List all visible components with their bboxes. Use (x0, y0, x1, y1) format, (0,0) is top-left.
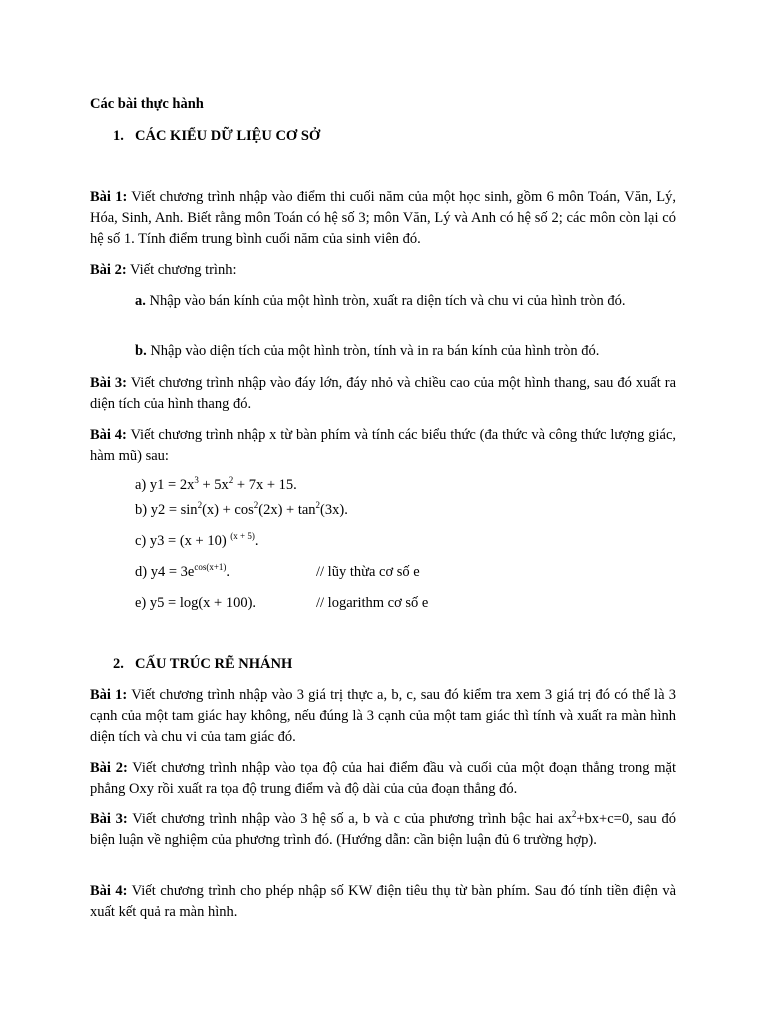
exercise-label: Bài 4: (90, 883, 128, 899)
exercise-label: Bài 1: (90, 687, 128, 703)
exercise-label: Bài 1: (90, 189, 128, 205)
section-2-text: CẤU TRÚC RẼ NHÁNH (135, 656, 293, 672)
subitem-text: Nhập vào diện tích của một hình tròn, tính và in ra bán kính của hình tròn đó. (146, 343, 600, 359)
exercise-text: Viết chương trình: (126, 262, 237, 278)
exercise-text: Viết chương trình nhập vào đáy lớn, đáy nhỏ và chiều cao của một hình thang, sau đó xuất ra diện tích của hình thang đó. (90, 375, 677, 412)
s1-exercise-2a (90, 291, 676, 312)
exercise-text: Viết chương trình nhập vào điểm thi cuối năm của một học sinh, gồm 6 môn Toán, Văn, Lý, Hóa, Sinh, Anh. Biết rằng môn Toán có hệ số 3; môn Văn, Lý và Anh có hệ số 2; các môn còn lại có hệ số 1. Tính điểm trung bình cuối năm của sinh viên đó. (90, 189, 677, 247)
subitem-text: Nhập vào bán kính của một hình tròn, xuất ra diện tích và chu vi của hình tròn đó. (145, 293, 626, 309)
section-2-title (113, 654, 292, 675)
exercise-text: Viết chương trình nhập vào tọa độ của hai điểm đầu và cuối của một đoạn thẳng trong mặt phẳng Oxy rồi xuất ra tọa độ trung điểm và độ dài của của đoạn thẳng đó. (90, 760, 677, 797)
s2-exercise-3: Bài 3: Viết chương trình nhập vào 3 hệ số a, b và c của phương trình bậc hai $ax^2+bx+c=0$, sau đó biện luận về nghiệm của phương trình đó. (Hướng dẫn: cần biện luận đủ 6 trường hợp). (90, 809, 676, 848)
formula-e: e) y5 = log(x + 100). (135, 595, 257, 611)
exercise-text: Viết chương trình cho phép nhập số KW điện tiêu thụ từ bàn phím. Sau đó tính tiền điện và xuất kết quả ra màn hình. (90, 883, 677, 920)
exercise-label: Bài 3: (90, 811, 128, 827)
formula-d-comment: // lũy thừa cơ số e (316, 564, 420, 580)
formula-c: c) y3 = (x + 10) $^{(x + 5)}$. (135, 531, 259, 549)
formula-d: d) $y4 = 3e^{cos(x+1)}$. (135, 562, 231, 580)
formula-a: a) $y1 = 2x^3 + 5x^2 + 7x + 15$. (135, 475, 297, 493)
section-1-text: CÁC KIỂU DỮ LIỆU CƠ SỞ (135, 128, 321, 144)
subitem-label: a. (135, 293, 146, 309)
s1-exercise-1 (90, 187, 676, 250)
s1-exercise-2b (90, 341, 676, 362)
s1-exercise-4 (90, 425, 676, 467)
exercise-label: Bài 2: (90, 262, 127, 278)
s1-exercise-2 (90, 260, 676, 281)
page-heading: Các bài thực hành (90, 96, 204, 112)
subitem-label: b. (135, 343, 147, 359)
s2-exercise-1 (90, 685, 676, 748)
exercise-label: Bài 2: (90, 760, 128, 776)
exercise-text: Viết chương trình nhập vào 3 giá trị thực a, b, c, sau đó kiểm tra xem 3 giá trị đó có thể là 3 cạnh của một tam giác hay không, nếu đúng là 3 cạnh của một tam giác thì tính và xuất ra màn hình diện tích và chu vi của tam giác đó. (90, 687, 677, 745)
s2-exercise-2 (90, 758, 676, 800)
section-1-number: 1. (113, 128, 124, 144)
section-2-number: 2. (113, 656, 124, 672)
exercise-label: Bài 4: (90, 427, 127, 443)
formula-e-comment: // logarithm cơ số e (316, 595, 429, 611)
exercise-text: Viết chương trình nhập x từ bàn phím và tính các biểu thức (đa thức và công thức lượng giác, hàm mũ) sau: (90, 427, 677, 464)
formula-b: b) $y2 = \sin^2(x) + \cos^2(2x) + \tan^2(3x)$. (135, 500, 348, 518)
s1-exercise-3 (90, 373, 676, 415)
exercise-label: Bài 3: (90, 375, 127, 391)
s2-exercise-4 (90, 881, 676, 923)
section-1-title (113, 126, 320, 147)
